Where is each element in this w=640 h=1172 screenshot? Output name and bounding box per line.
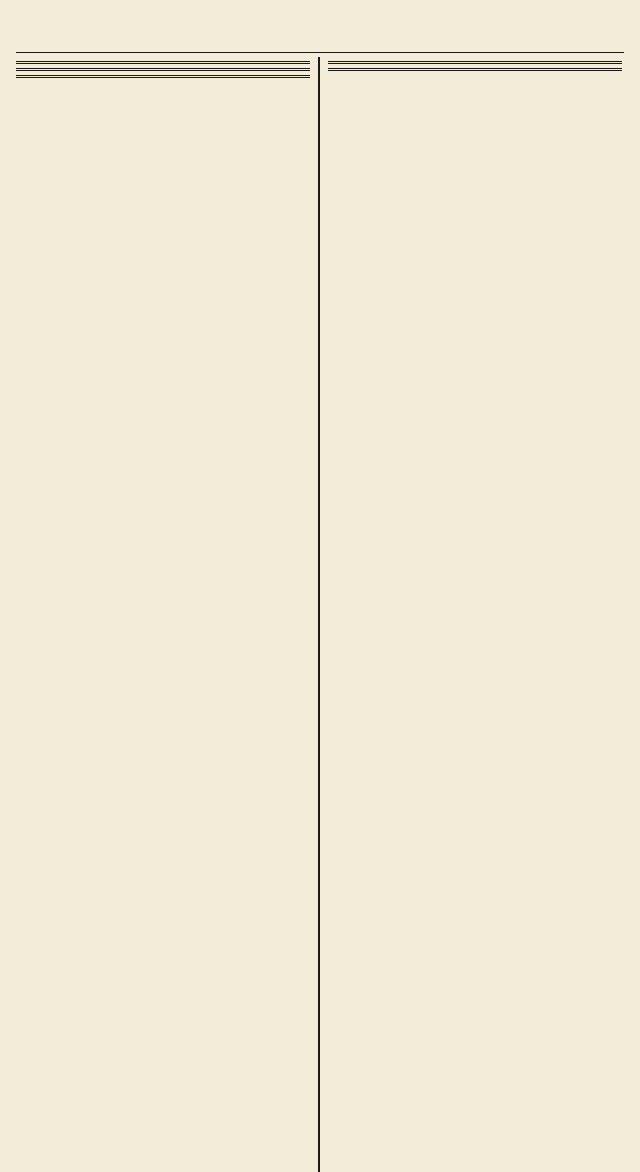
page-header: [16, 22, 624, 53]
divider: [328, 68, 622, 71]
divider: [16, 61, 310, 64]
left-column: [12, 57, 314, 1172]
divider: [328, 61, 622, 64]
column-divider: [318, 57, 320, 1172]
divider: [16, 68, 310, 71]
right-column: [324, 57, 626, 1172]
divider: [16, 75, 310, 78]
